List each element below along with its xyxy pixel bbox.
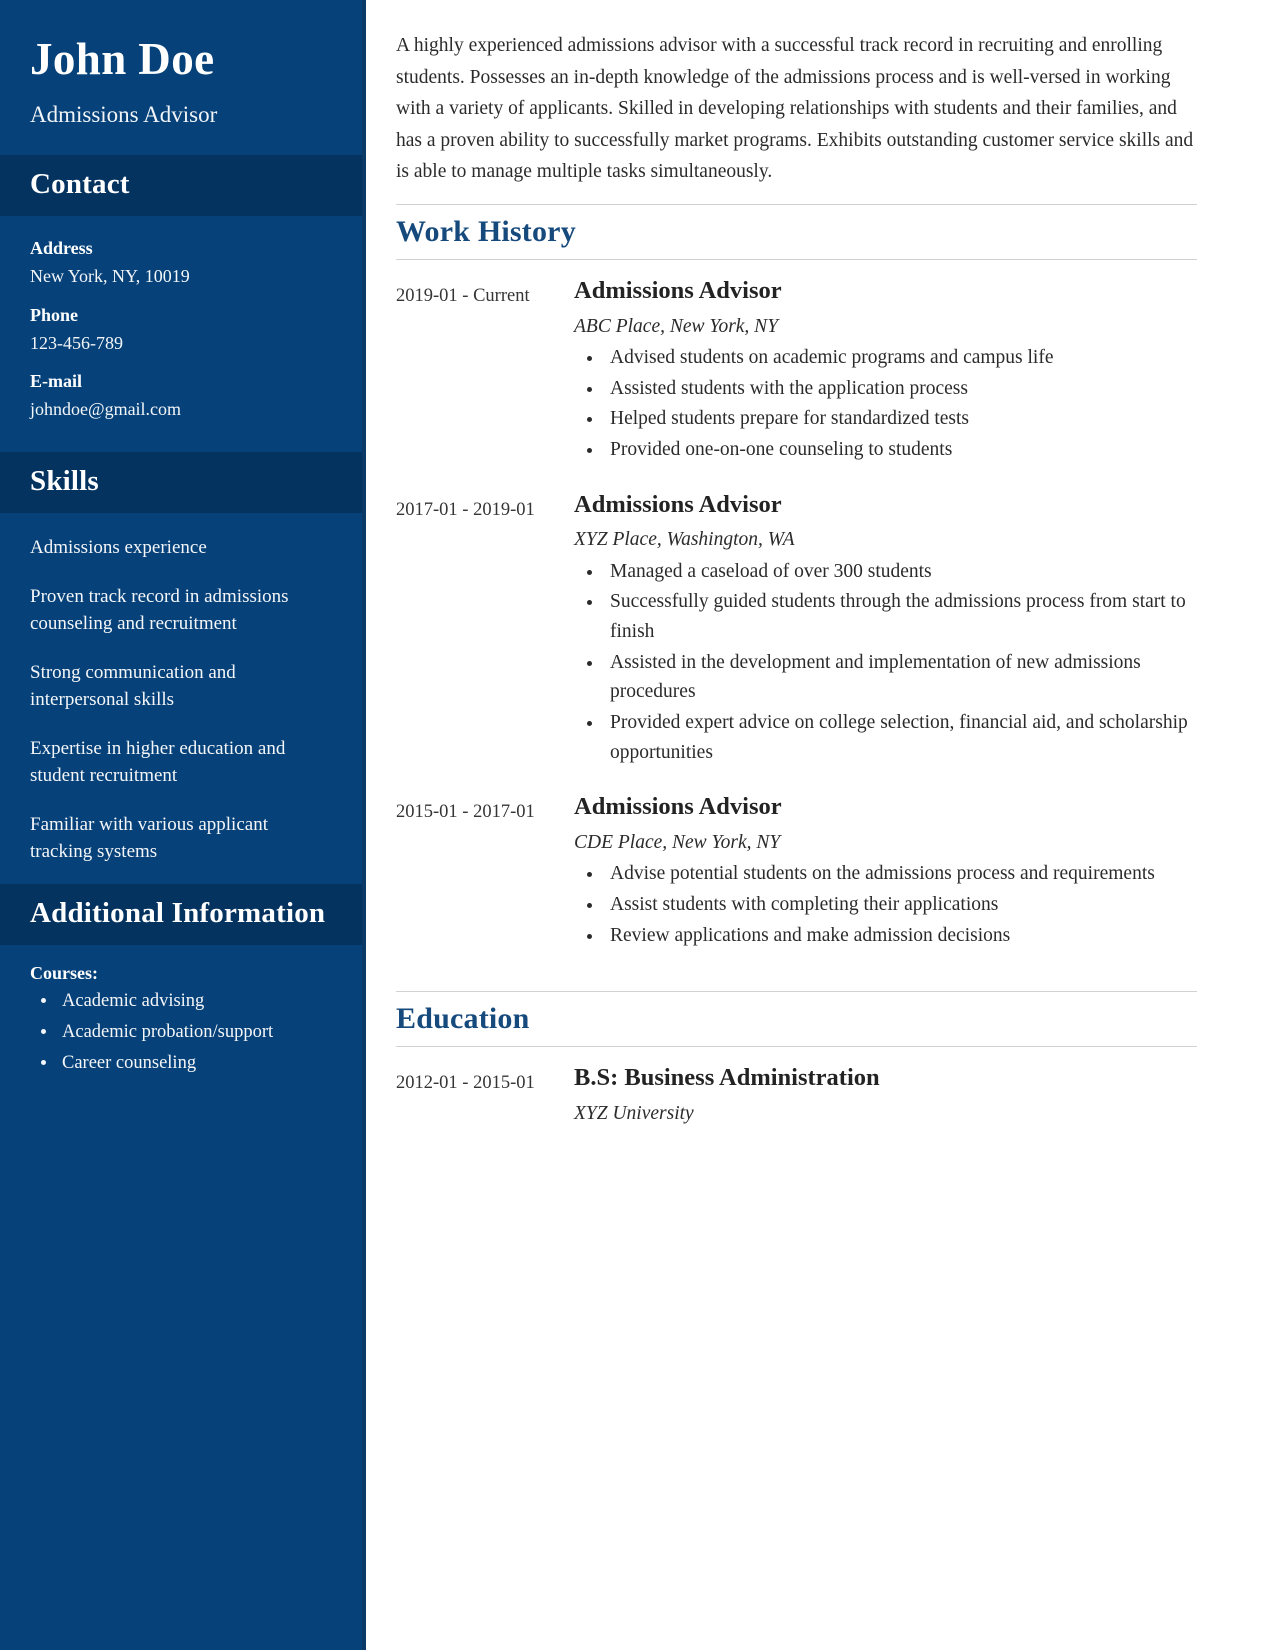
skill-item: Admissions experience (30, 537, 207, 559)
course-list-item: • Academic probation/support (58, 1019, 332, 1046)
contact-section-body (0, 216, 362, 452)
work-entry-bullets (574, 859, 1197, 950)
contact-section-header (0, 155, 362, 216)
skills-section-header (0, 452, 362, 513)
work-entry (396, 276, 1197, 466)
main-content (366, 0, 1275, 1650)
candidate-job-title: Admissions Advisor (30, 102, 218, 128)
education-entry (396, 1063, 1197, 1130)
courses-list (30, 988, 332, 1076)
work-entry-bullet: • Advised students on academic programs and campus life (604, 343, 1197, 373)
contact-value-email[interactable]: johndoe@gmail.com (30, 399, 182, 420)
contact-label-phone: Phone (30, 304, 79, 325)
course-list-item: • Academic advising (58, 988, 332, 1015)
work-history-entries (396, 260, 1197, 951)
work-entry-body (574, 276, 1197, 466)
work-entry-title: Admissions Advisor (574, 490, 782, 518)
skill-item: Proven track record in admissions counseling and recruitment (30, 586, 289, 635)
work-entry-bullet: • Successfully guided students through the admissions process from start to finish (604, 587, 1197, 646)
education-heading: Education (396, 1002, 530, 1036)
work-entry-date: 2015-01 - 2017-01 (396, 802, 535, 823)
work-entry-title: Admissions Advisor (574, 276, 782, 304)
work-entry-bullet: • Advise potential students on the admissions process and requirements (604, 859, 1197, 889)
work-entry-body (574, 792, 1197, 951)
skill-item: Strong communication and interpersonal skills (30, 662, 236, 710)
work-entry-bullet: • Assisted in the development and implementation of new admissions procedures (604, 648, 1197, 707)
contact-label-address: Address (30, 238, 93, 259)
work-entry-bullet: • Provided one-on-one counseling to students (604, 435, 1197, 465)
skills-heading: Skills (30, 464, 99, 497)
work-entry-bullet: • Assist students with completing their applications (604, 890, 1197, 920)
education-entry-date: 2012-01 - 2015-01 (396, 1073, 535, 1094)
work-entry-bullets (574, 343, 1197, 465)
work-entry-body (574, 490, 1197, 769)
skill-item: Expertise in higher education and student recruitment (30, 737, 286, 786)
contact-item-address (30, 238, 332, 288)
education-entry-title: B.S: Business Administration (574, 1064, 880, 1092)
additional-information-heading: Additional Information (30, 896, 326, 929)
additional-information-section-header (0, 884, 362, 945)
skills-section-body (0, 513, 362, 884)
work-entry-org: ABC Place, New York, NY (574, 315, 779, 337)
courses-label: Courses: (30, 963, 98, 984)
work-entry-date: 2017-01 - 2019-01 (396, 499, 535, 520)
work-history-heading: Work History (396, 214, 576, 248)
work-entry-org: XYZ Place, Washington, WA (574, 529, 795, 551)
additional-information-section-body (0, 945, 362, 1100)
candidate-name: John Doe (30, 34, 215, 84)
contact-item-email (30, 371, 332, 421)
skill-item: Familiar with various applicant tracking systems (30, 813, 268, 862)
contact-label-email: E-mail (30, 371, 82, 392)
education-entries (396, 1047, 1197, 1130)
work-entry-bullet: • Review applications and make admission decisions (604, 921, 1197, 951)
professional-summary: A highly experienced admissions advisor with a successful track record in recruiting and enrolling students. Possesses an in-depth knowledge of the admissions process and is well-versed in working with a variety of applicants. Skilled in developing relationships with students and their families, and has a proven ability to successfully market programs. Exhibits outstanding customer service skills and is able to manage multiple tasks simultaneously. (396, 35, 1194, 183)
work-entry-bullet: • Helped students prepare for standardized tests (604, 404, 1197, 434)
contact-value-phone[interactable]: 123-456-789 (30, 332, 123, 353)
work-entry (396, 490, 1197, 769)
education-entry-body (574, 1063, 1197, 1130)
work-entry-date: 2019-01 - Current (396, 285, 530, 306)
work-entry (396, 792, 1197, 951)
work-entry-bullet: • Provided expert advice on college selection, financial aid, and scholarship opportunities (604, 708, 1197, 767)
work-entry-org: CDE Place, New York, NY (574, 832, 781, 854)
course-list-item: • Career counseling (58, 1050, 332, 1077)
education-entry-org: XYZ University (574, 1103, 694, 1125)
contact-value-address: New York, NY, 10019 (30, 266, 190, 287)
work-entry-bullet: • Assisted students with the application process (604, 374, 1197, 404)
work-entry-title: Admissions Advisor (574, 793, 782, 821)
work-entry-bullets (574, 557, 1197, 767)
education-section (396, 991, 1197, 1130)
contact-item-phone (30, 305, 332, 355)
work-entry-bullet: • Managed a caseload of over 300 students (604, 557, 1197, 587)
sidebar (0, 0, 366, 1650)
name-block (0, 0, 362, 155)
work-history-section (396, 204, 1197, 951)
contact-heading: Contact (30, 167, 130, 200)
